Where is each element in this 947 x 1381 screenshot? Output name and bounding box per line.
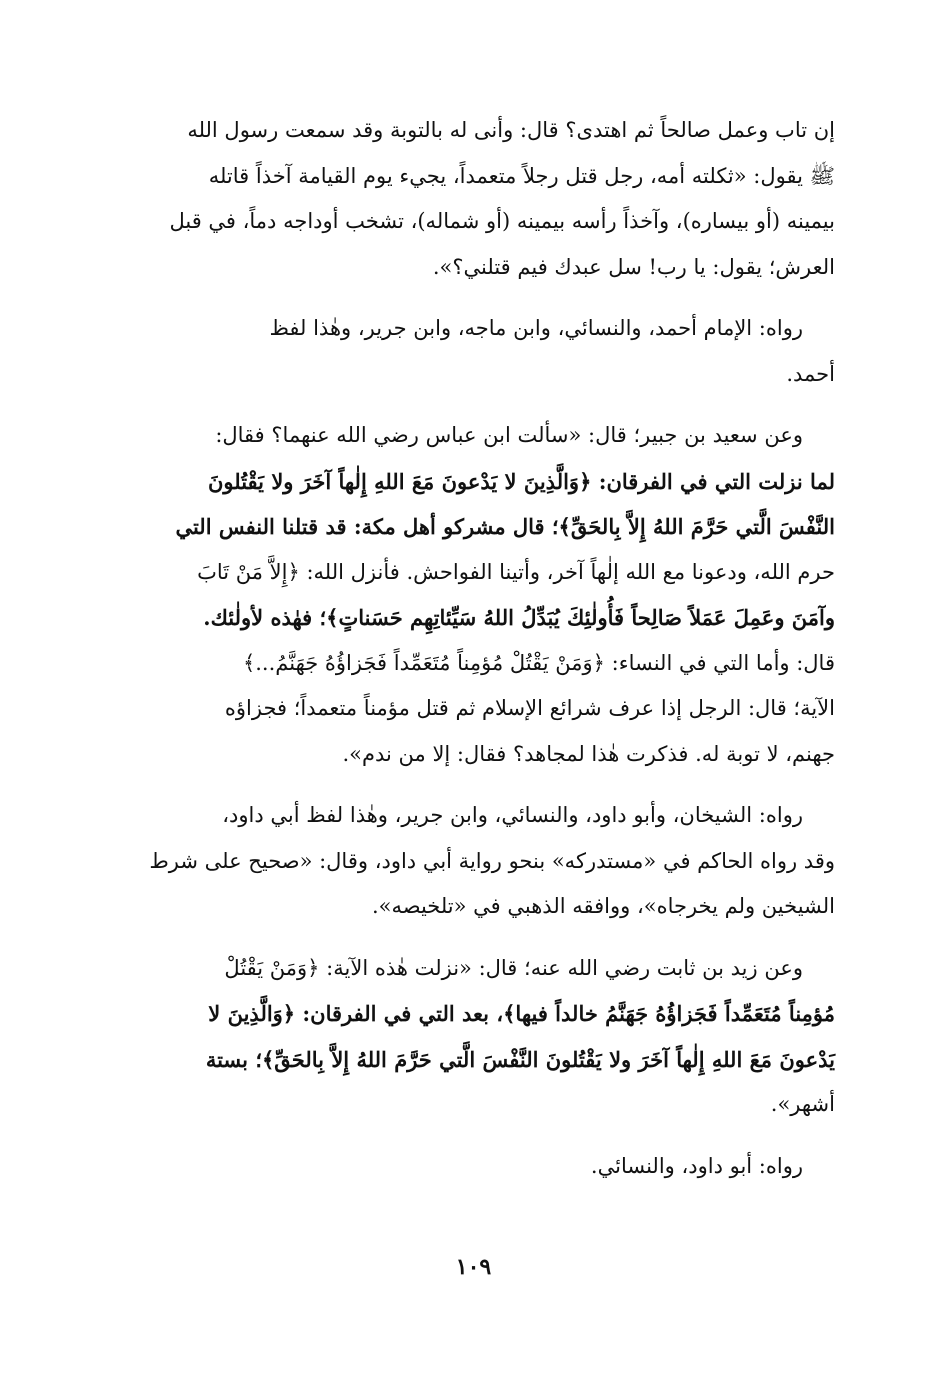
text-line: وعن سعيد بن جبير؛ قال: «سألت ابن عباس رضي الله عنهما؟ فقال:	[215, 423, 803, 447]
paragraph-gap	[108, 290, 835, 306]
quran-verse-line: وآمَنَ وعَمِلَ عَمَلاً صَالِحاً فَأُولٰئِكَ يُبَدِّلُ اللهُ سَيِّئاتِهِم حَسَناتٍ﴾؛ فهٰذه لأولٰئك.	[203, 605, 835, 630]
paragraph-6	[108, 1144, 835, 1190]
page-body	[108, 108, 835, 1189]
paragraph-gap	[108, 930, 835, 946]
text-line: حرم الله، ودعونا مع الله إلٰهاً آخر، وأتينا الفواحش. فأنزل الله: ﴿إِلاَّ مَنْ تَابَ	[197, 559, 835, 584]
paragraph-5	[108, 946, 835, 1128]
text-line: وقد رواه الحاكم في «مستدركه» بنحو رواية أبي داود، وقال: «صحيح على شرط	[149, 848, 835, 873]
text-line: أحمد.	[786, 361, 835, 386]
paragraph-4	[108, 793, 835, 930]
text-line: الآية؛ قال: الرجل إذا عرف شرائع الإسلام ثم قتل مؤمناً متعمداً؛ فجزاؤه	[224, 696, 835, 720]
paragraph-1	[108, 108, 835, 290]
text-line: وعن زيد بن ثابت رضي الله عنه؛ قال: «نزلت هٰذه الآية: ﴿وَمَنْ يَقْتُلْ	[224, 955, 803, 980]
quran-verse-line: مُؤمِناً مُتَعَمِّداً فَجَزاؤُهُ جَهَنَّمُ خالداً فيها﴾، بعد التي في الفرقان: ﴿وَالَّذِينَ لا	[208, 1001, 835, 1026]
text-line: إن تاب وعمل صالحاً ثم اهتدى؟ قال: وأنى له بالتوبة وقد سمعت رسول الله	[187, 118, 835, 142]
text-line: الشيخين ولم يخرجاه»، ووافقه الذهبي في «تلخيصه».	[371, 894, 835, 918]
text-line: رواه: الشيخان، وأبو داود، والنسائي، وابن جرير، وهٰذا لفظ أبي داود،	[222, 803, 803, 827]
quran-verse-line: يَدْعونَ مَعَ اللهِ إِلٰهاً آخَرَ ولا يَقْتُلونَ النَّفْسَ الَّتي حَرَّمَ اللهُ إِلاَّ بِالحَقِّ﴾؛ بستة	[205, 1046, 835, 1072]
text-line: قال: وأما التي في النساء: ﴿وَمَنْ يَقْتُلْ مُؤمِناً مُتَعَمِّداً فَجَزاؤُهُ جَهَنَّمُ...﴾	[242, 650, 835, 675]
paragraph-gap	[108, 397, 835, 413]
paragraph-2	[108, 306, 835, 397]
quran-verse-line: النَّفْسَ الَّتي حَرَّمَ اللهُ إِلاَّ بِالحَقِّ﴾؛ قال مشركو أهل مكة: قد قتلنا النفس التي	[175, 514, 835, 539]
text-line: العرش؛ يقول: يا رب! سل عبدك فيم قتلني؟».	[432, 254, 835, 279]
quran-verse-line: لما نزلت التي في الفرقان: ﴿وَالَّذِينَ لا يَدْعونَ مَعَ اللهِ إِلٰهاً آخَرَ ولا يَقْتُلونَ	[207, 468, 835, 494]
text-line: بيمينه (أو بيساره)، وآخذاً رأسه بيمينه (أو شماله)، تشخب أوداجه دماً، في قبل	[169, 209, 835, 233]
text-line: ﷺ يقول: «ثكلته أمه، رجل قتل رجلاً متعمداً، يجيء يوم القيامة آخذاً قاتله	[208, 163, 835, 188]
page-number: ١٠٩	[455, 1254, 492, 1280]
paragraph-gap	[108, 1128, 835, 1144]
paragraph-gap	[108, 777, 835, 793]
paragraph-3	[108, 413, 835, 777]
text-line: أشهر».	[770, 1092, 835, 1116]
text-line: رواه: أبو داود، والنسائي.	[590, 1153, 803, 1178]
text-line: جهنم، لا توبة له. فذكرت هٰذا لمجاهد؟ فقال: إلا من ندم».	[342, 741, 835, 766]
text-line: رواه: الإمام أحمد، والنسائي، وابن ماجه، وابن جرير، وهٰذا لفظ	[269, 316, 803, 340]
